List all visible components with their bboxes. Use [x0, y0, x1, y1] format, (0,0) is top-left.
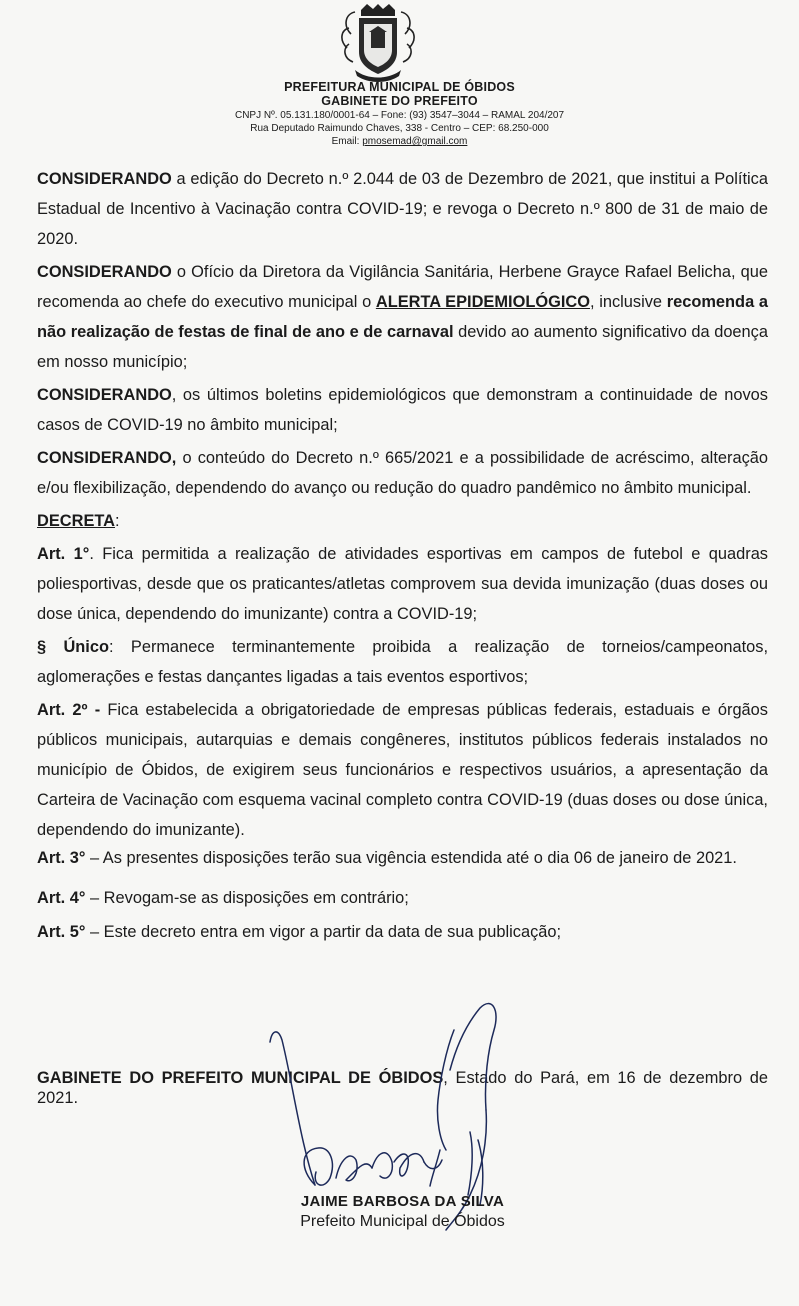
- municipal-crest-icon: [337, 4, 419, 82]
- considerando-2: [37, 257, 768, 377]
- decree-body: [37, 164, 768, 956]
- article-lead: Art. 4°: [37, 889, 86, 907]
- considerando-1: [37, 164, 768, 254]
- closing-text: , Estado do Pará, em 16 de dezembro de 2021.: [37, 1069, 768, 1107]
- article-5: [37, 922, 768, 942]
- paragraph-text: devido ao aumento significativo da doença em nosso município;: [37, 323, 768, 371]
- signatory-role: Prefeito Municipal de Óbidos: [300, 1213, 505, 1230]
- paragraph-text: , inclusive: [589, 293, 667, 311]
- epidemiological-alert: ALERTA EPIDEMIOLÓGICO: [375, 293, 590, 311]
- paragrafo-unico: [37, 632, 768, 692]
- paragraph-text: a edição do Decreto n.º 2.044 de 03 de Dezembro de 2021, que institui a Política Estadual de Incentivo à Vacinação contra COVID-19; e revoga o Decreto n.º 800 de 31 de maio de 2020.: [37, 170, 768, 248]
- article-text: – As presentes disposições terão sua vigência estendida até o dia 06 de janeiro de 2021.: [85, 849, 737, 867]
- email-line: [0, 136, 799, 147]
- office-name: GABINETE DO PREFEITO: [321, 94, 478, 108]
- paragraph-text: o Ofício da Diretora da Vigilância Sanitária, Herbene Grayce Rafael Belicha, que recomenda ao chefe do executivo municipal o: [37, 263, 768, 311]
- paragraph-lead: CONSIDERANDO,: [37, 449, 177, 467]
- article-text: : Permanece terminantemente proibida a realização de torneios/campeonatos, aglomerações e festas dançantes ligadas a tais eventos esportivos;: [37, 638, 768, 686]
- paragraph-lead: CONSIDERANDO: [37, 263, 172, 281]
- article-3: [37, 848, 768, 868]
- signatory-name: JAIME BARBOSA DA SILVA: [300, 1193, 505, 1210]
- article-text: . Fica permitida a realização de atividades esportivas em campos de futebol e quadras poliesportivas, desde que os praticantes/atletas comprovem sua devida imunização (duas doses ou dose única, dependendo do imunizante) contra a COVID-19;: [37, 545, 769, 623]
- article-lead: § Único: [37, 638, 109, 656]
- considerando-3: [37, 380, 768, 440]
- paragraph-lead: CONSIDERANDO: [37, 170, 172, 188]
- article-lead: Art. 1°: [37, 545, 90, 563]
- paragraph-text: o conteúdo do Decreto n.º 665/2021 e a possibilidade de acréscimo, alteração e/ou flexibilização, dependendo do avanço ou redução do quadro pandêmico no âmbito municipal.: [37, 449, 768, 497]
- paragraph-lead: CONSIDERANDO: [37, 386, 172, 404]
- article-lead: Art. 2º -: [37, 701, 101, 719]
- decreta-label: DECRETA: [37, 512, 116, 530]
- paragraph-text: , os últimos boletins epidemiológicos que demonstram a continuidade de novos casos de COVID-19 no âmbito municipal;: [37, 386, 768, 434]
- article-text: – Este decreto entra em vigor a partir da data de sua publicação;: [85, 923, 562, 941]
- email-label: Email:: [331, 136, 363, 147]
- decreta-heading: [37, 506, 768, 536]
- closing-lead: GABINETE DO PREFEITO MUNICIPAL DE ÓBIDOS: [37, 1069, 444, 1087]
- article-4: [37, 888, 768, 908]
- decreta-colon: :: [115, 512, 120, 530]
- contact-line: CNPJ Nº. 05.131.180/0001-64 – Fone: (93) 3547–3044 – RAMAL 204/207: [234, 110, 565, 121]
- article-lead: Art. 3°: [37, 849, 86, 867]
- org-name: PREFEITURA MUNICIPAL DE ÓBIDOS: [284, 80, 515, 94]
- email-link[interactable]: pmosemad@gmail.com: [362, 136, 468, 147]
- article-text: Fica estabelecida a obrigatoriedade de empresas públicas federais, estaduais e órgãos públicos municipais, autarquias e demais congêneres, institutos públicos federais instalados no município de Óbidos, de exigirem seus funcionários e respectivos usuários, a apresentação da Carteira de Vacinação com esquema vacinal completo contra COVID-19 (duas doses ou dose única, dependendo do imunizante).: [37, 701, 768, 839]
- festivities-recommendation: recomenda a não realização de festas de final de ano e de carnaval: [37, 293, 768, 341]
- considerando-4: [37, 443, 768, 503]
- article-2: [37, 695, 768, 845]
- article-text: – Revogam-se as disposições em contrário;: [85, 889, 409, 907]
- article-1: [37, 539, 768, 629]
- address-line: Rua Deputado Raimundo Chaves, 338 - Centro – CEP: 68.250-000: [250, 123, 549, 134]
- closing-statement: [37, 1068, 768, 1108]
- article-lead: Art. 5°: [37, 923, 86, 941]
